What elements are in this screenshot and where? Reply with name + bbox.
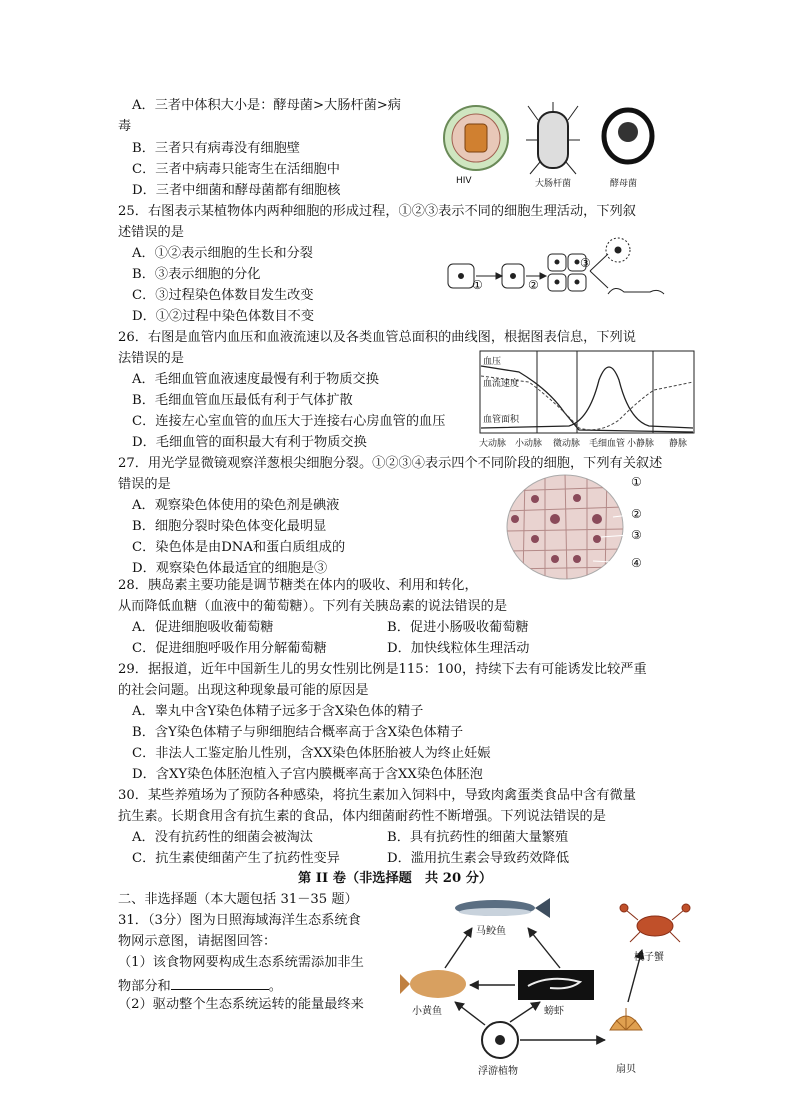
q31-stem-cont: 物网示意图，请据图回答：: [118, 934, 277, 949]
q29-option-c: C．非法人工鉴定胎儿性别，含XX染色体胚胎被人为终止妊娠: [132, 746, 491, 761]
section-heading: 二、非选择题（本大题包括 31－35 题）: [118, 892, 358, 907]
q29-stem: 29．据报道，近年中国新生儿的男女性别比例是115：100，持续下去有可能诱发比较严重: [118, 662, 647, 677]
q29-option-d: D．含XY染色体胚泡植入子宫内膜概率高于含XX染色体胚泡: [132, 767, 483, 782]
q24-figure: [438, 100, 668, 190]
part2-header: 第 II 卷（非选择题 共 20 分）: [298, 871, 493, 886]
legend-area: 血管面积: [483, 415, 520, 425]
q30-option-d: D．滥用抗生素会导致药效降低: [387, 851, 570, 866]
q24-option-c: C．三者中病毒只能寄生在活细胞中: [132, 162, 340, 177]
node-croaker: 小黄鱼: [412, 1006, 442, 1017]
q27-stem-cont: 错误的是: [118, 477, 171, 492]
q25-figure: [440, 236, 670, 306]
q29-stem-cont: 的社会问题。出现这种现象最可能的原因是: [118, 683, 369, 698]
q27-option-d: D．观察染色体最适宜的细胞是③: [132, 561, 328, 576]
q28-stem: 28．胰岛素主要功能是调节糖类在体内的吸收、利用和转化，: [118, 578, 478, 593]
q24-option-b: B．三者只有病毒没有细胞壁: [132, 141, 300, 156]
q28-option-d: D．加快线粒体生理活动: [387, 641, 530, 656]
label-yeast: 酵母菌: [610, 179, 638, 189]
label-ecoli: 大肠杆菌: [535, 179, 572, 189]
label-cell-3: ③: [631, 528, 642, 542]
q26-stem: 26．右图是血管内血压和血液流速以及各类血管总面积的曲线图，根据图表信息，下列说: [118, 330, 636, 345]
axis-aorta: 大动脉: [479, 439, 507, 449]
q27-stem: 27．用光学显微镜观察洋葱根尖细胞分裂。①②③④表示四个不同阶段的细胞，下列有关叙述: [118, 456, 663, 471]
q31-food-web: [400, 890, 700, 1080]
node-shrimp: 螃虾: [544, 1006, 564, 1017]
q26-option-b: B．毛细血管血压最低有利于气体扩散: [132, 393, 353, 408]
axis-artery: 小动脉: [515, 439, 543, 449]
q27-micrograph: [505, 473, 650, 581]
q27-option-b: B．细胞分裂时染色体变化最明显: [132, 519, 327, 534]
mackerel-drawing: [455, 898, 550, 918]
label-step-1: ①: [472, 278, 483, 292]
legend-velocity: 血流速度: [483, 379, 520, 389]
q30-stem: 30．某些养殖场为了预防各种感染，将抗生素加入饲料中，导致肉禽蛋类食品中含有微量: [118, 788, 636, 803]
q28-option-a: A．促进细胞吸收葡萄糖: [132, 620, 274, 635]
q28-stem-cont: 从而降低血糖（血液中的葡萄糖）。下列有关胰岛素的说法错误的是: [118, 599, 508, 614]
label-hiv: HIV: [456, 176, 472, 186]
axis-vein: 静脉: [669, 439, 688, 449]
q25-option-b: B．③表示细胞的分化: [132, 267, 261, 282]
node-scallop: 扇贝: [616, 1064, 636, 1075]
label-cell-1: ①: [631, 475, 642, 489]
q29-option-a: A．睾丸中含Y染色体精子远多于含X染色体的精子: [132, 704, 424, 719]
q28-option-b: B．促进小肠吸收葡萄糖: [387, 620, 529, 635]
cell-division-diagram: [440, 236, 670, 306]
q27-option-c: C．染色体是由DNA和蛋白质组成的: [132, 540, 346, 555]
croaker-drawing: [400, 970, 466, 998]
q31-stem: 31．（3分）图为日照海域海洋生态系统食: [118, 913, 361, 928]
label-cell-2: ②: [631, 507, 642, 521]
q31-sub1-text: 物部分和: [118, 979, 171, 994]
q26-stem-cont: 法错误的是: [118, 351, 184, 366]
legend-pressure: 血压: [483, 357, 502, 367]
ecoli-drawing: [526, 102, 580, 174]
q27-option-a: A．观察染色体使用的染色剂是碘液: [132, 498, 340, 513]
q31-sub1-end: 。: [268, 979, 282, 994]
scallop-drawing: [610, 1008, 642, 1030]
q31-sub1: （1）该食物网要构成生态系统需添加非生: [118, 955, 364, 970]
label-cell-4: ④: [631, 556, 642, 570]
q30-option-b: B．具有抗药性的细菌大量繁殖: [387, 830, 569, 845]
q28-option-c: C．促进细胞呼吸作用分解葡萄糖: [132, 641, 327, 656]
q24-option-a: A．三者中体积大小是：酵母菌>大肠杆菌>病: [132, 98, 401, 113]
q30-stem-cont: 抗生素。长期食用含有抗生素的食品，体内细菌耐药性不断增强。下列说法错误的是: [118, 809, 606, 824]
q26-chart: [479, 350, 697, 448]
q25-stem-cont: 述错误的是: [118, 225, 184, 240]
axis-venule: 小静脉: [627, 439, 655, 449]
yeast-drawing: [604, 110, 652, 162]
q25-option-c: C．③过程染色体数目发生改变: [132, 288, 314, 303]
q31-sub2: （2）驱动整个生态系统运转的能量最终来: [118, 997, 364, 1012]
q25-option-d: D．①②过程中染色体数目不变: [132, 309, 315, 324]
q30-option-c: C．抗生素使细菌产生了抗药性变异: [132, 851, 340, 866]
q26-option-c: C．连接左心室血管的血压大于连接右心房血管的血压: [132, 414, 446, 429]
onion-root-cells: [505, 473, 650, 581]
label-step-3: ③: [580, 256, 591, 270]
q29-option-b: B．含Y染色体精子与卵细胞结合概率高于含X染色体精子: [132, 725, 464, 740]
crab-drawing: [620, 904, 690, 942]
axis-capillary: 毛细血管: [589, 439, 626, 449]
axis-arteriole: 微动脉: [553, 439, 581, 449]
hiv-drawing: [444, 106, 508, 170]
node-crab: 梭子蟹: [634, 952, 664, 963]
q24-option-a-cont: 毒: [118, 119, 132, 134]
label-step-2: ②: [528, 278, 539, 292]
answer-blank[interactable]: [171, 975, 269, 990]
q25-stem: 25．右图表示某植物体内两种细胞的形成过程，①②③表示不同的细胞生理活动，下列叙: [118, 204, 636, 219]
q31-sub1-cont: [118, 975, 282, 996]
q25-option-a: A．①②表示细胞的生长和分裂: [132, 246, 313, 261]
q26-option-a: A．毛细血管血液速度最慢有利于物质交换: [132, 372, 379, 387]
q24-option-d: D．三者中细菌和酵母菌都有细胞核: [132, 183, 341, 198]
node-plankton: 浮游植物: [478, 1066, 518, 1077]
q30-option-a: A．没有抗药性的细菌会被淘汰: [132, 830, 313, 845]
q26-option-d: D．毛细血管的面积最大有利于物质交换: [132, 435, 367, 450]
food-web-diagram: [400, 890, 700, 1080]
node-mackerel: 马鲛鱼: [476, 926, 506, 937]
